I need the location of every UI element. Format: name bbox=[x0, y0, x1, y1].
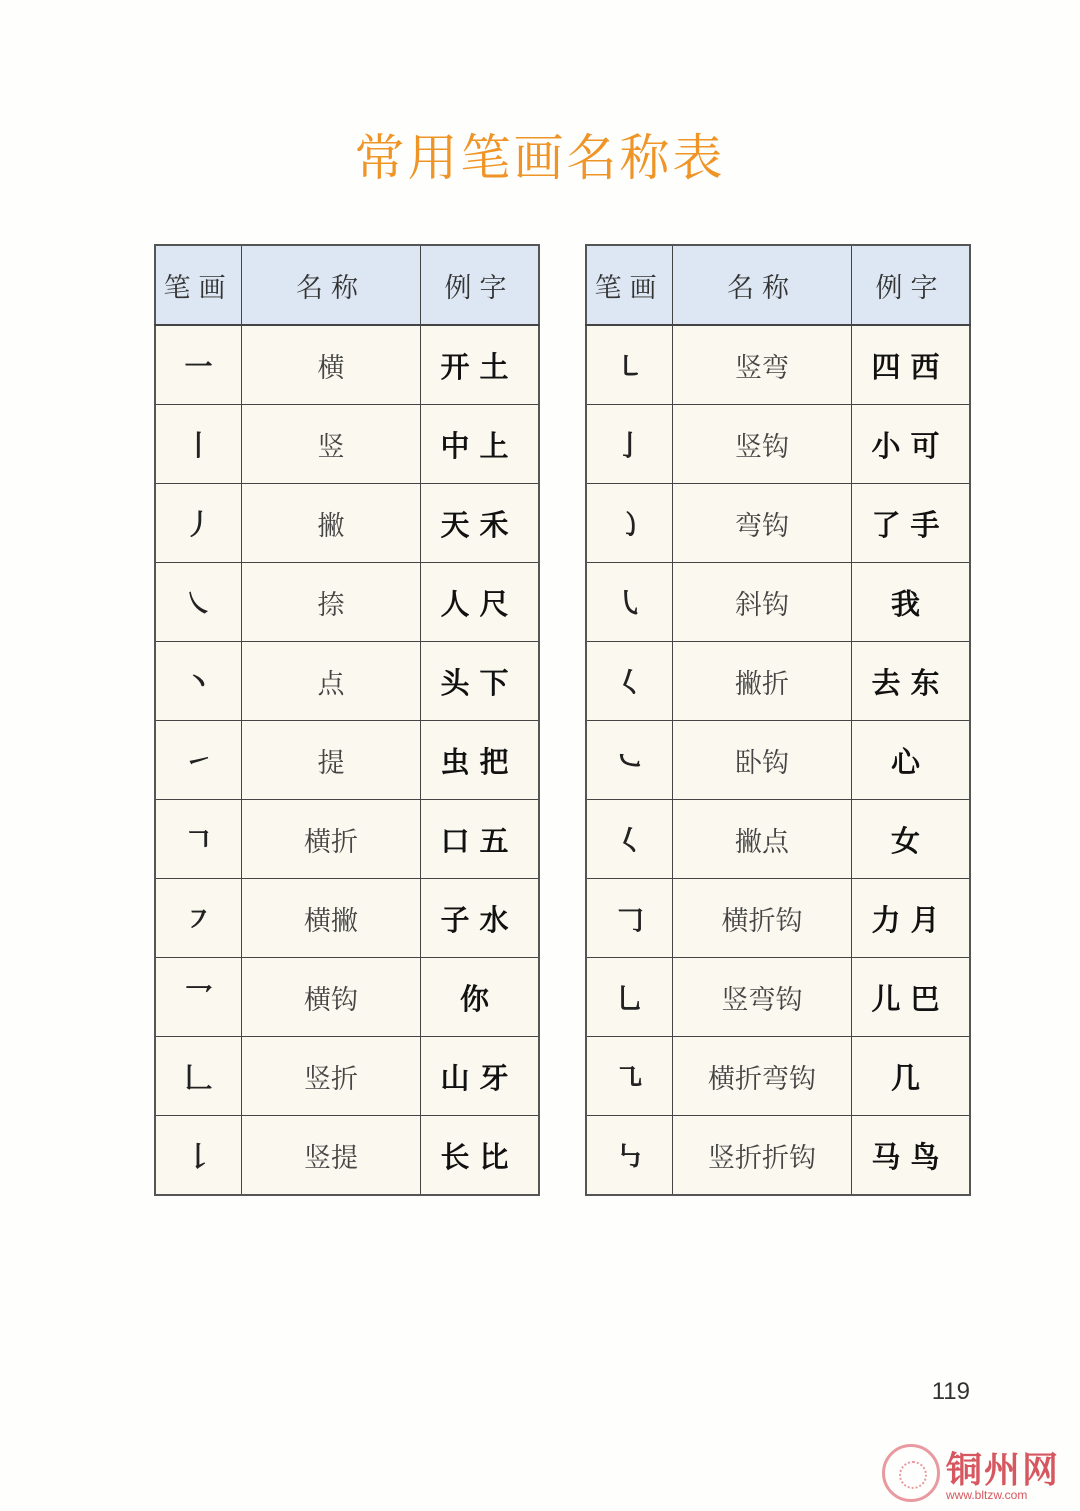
table-header-row bbox=[586, 245, 970, 325]
table-row bbox=[586, 879, 970, 958]
example-characters: 四西 bbox=[852, 325, 971, 405]
stroke-name: 横钩 bbox=[242, 958, 421, 1037]
table-row bbox=[586, 484, 970, 563]
example-characters: 女 bbox=[852, 800, 971, 879]
example-characters: 小可 bbox=[852, 405, 971, 484]
stroke-glyph: 丨 bbox=[155, 405, 242, 484]
example-characters: 天禾 bbox=[421, 484, 540, 563]
stroke-glyph: 𠃊 bbox=[155, 1037, 242, 1116]
table-row bbox=[586, 958, 970, 1037]
header-example: 例字 bbox=[421, 245, 540, 325]
stroke-glyph: ㇀ bbox=[155, 721, 242, 800]
page-title: 常用笔画名称表 bbox=[354, 129, 726, 187]
example-characters: 山牙 bbox=[421, 1037, 540, 1116]
example-characters: 口五 bbox=[421, 800, 540, 879]
stroke-name: 横 bbox=[242, 325, 421, 405]
table-row bbox=[155, 642, 539, 721]
header-example: 例字 bbox=[852, 245, 971, 325]
stroke-name: 横撇 bbox=[242, 879, 421, 958]
table-row bbox=[155, 325, 539, 405]
stroke-name: 竖弯钩 bbox=[673, 958, 852, 1037]
header-stroke: 笔画 bbox=[155, 245, 242, 325]
table-row bbox=[586, 1116, 970, 1196]
stroke-name: 横折 bbox=[242, 800, 421, 879]
stroke-name: 斜钩 bbox=[673, 563, 852, 642]
example-characters: 马鸟 bbox=[852, 1116, 971, 1196]
table-row bbox=[155, 800, 539, 879]
table-row bbox=[155, 1116, 539, 1196]
stroke-glyph: 𠄌 bbox=[155, 1116, 242, 1196]
seal-icon bbox=[882, 1444, 940, 1502]
table-row bbox=[155, 879, 539, 958]
header-stroke: 笔画 bbox=[586, 245, 673, 325]
stroke-name: 点 bbox=[242, 642, 421, 721]
example-characters: 开土 bbox=[421, 325, 540, 405]
table-row bbox=[155, 958, 539, 1037]
table-row bbox=[155, 405, 539, 484]
table-row bbox=[586, 800, 970, 879]
stroke-glyph: ㇂ bbox=[586, 563, 673, 642]
stroke-table-left bbox=[154, 244, 540, 1196]
stroke-glyph: 丶 bbox=[155, 642, 242, 721]
table-row bbox=[586, 1037, 970, 1116]
header-name: 名称 bbox=[673, 245, 852, 325]
example-characters: 你 bbox=[421, 958, 540, 1037]
watermark-name: 铜州网 bbox=[946, 1449, 1061, 1491]
example-characters: 儿巴 bbox=[852, 958, 971, 1037]
example-characters: 了手 bbox=[852, 484, 971, 563]
stroke-glyph: 𡿨 bbox=[586, 642, 673, 721]
stroke-name: 撇点 bbox=[673, 800, 852, 879]
table-row bbox=[155, 563, 539, 642]
stroke-name: 竖弯 bbox=[673, 325, 852, 405]
table-row bbox=[586, 563, 970, 642]
table-row bbox=[155, 484, 539, 563]
example-characters: 去东 bbox=[852, 642, 971, 721]
stroke-name: 竖钩 bbox=[673, 405, 852, 484]
stroke-table-right bbox=[585, 244, 971, 1196]
example-characters: 人尺 bbox=[421, 563, 540, 642]
example-characters: 我 bbox=[852, 563, 971, 642]
stroke-glyph: 𠃌 bbox=[586, 879, 673, 958]
stroke-name: 弯钩 bbox=[673, 484, 852, 563]
table-row bbox=[586, 642, 970, 721]
stroke-name: 卧钩 bbox=[673, 721, 852, 800]
example-characters: 头下 bbox=[421, 642, 540, 721]
stroke-glyph: ㇇ bbox=[155, 879, 242, 958]
stroke-glyph: ㇈ bbox=[586, 1037, 673, 1116]
stroke-glyph: 一 bbox=[155, 325, 242, 405]
stroke-name: 提 bbox=[242, 721, 421, 800]
stroke-name: 竖折 bbox=[242, 1037, 421, 1116]
stroke-name: 横折弯钩 bbox=[673, 1037, 852, 1116]
stroke-name: 竖提 bbox=[242, 1116, 421, 1196]
table-row bbox=[155, 721, 539, 800]
example-characters: 心 bbox=[852, 721, 971, 800]
stroke-glyph: 亅 bbox=[586, 405, 673, 484]
watermark-logo bbox=[880, 1440, 1075, 1508]
stroke-glyph: 丿 bbox=[155, 484, 242, 563]
stroke-name: 竖折折钩 bbox=[673, 1116, 852, 1196]
stroke-glyph: 乛 bbox=[155, 958, 242, 1037]
stroke-glyph: 𡿨 bbox=[586, 800, 673, 879]
header-name: 名称 bbox=[242, 245, 421, 325]
example-characters: 子水 bbox=[421, 879, 540, 958]
example-characters: 中上 bbox=[421, 405, 540, 484]
stroke-glyph: 乚 bbox=[586, 958, 673, 1037]
example-characters: 力月 bbox=[852, 879, 971, 958]
example-characters: 几 bbox=[852, 1037, 971, 1116]
stroke-glyph: 𠃍 bbox=[155, 800, 242, 879]
stroke-glyph: ㇄ bbox=[586, 325, 673, 405]
stroke-glyph: ㇏ bbox=[155, 563, 242, 642]
watermark-url: www.bltzw.com bbox=[946, 1488, 1028, 1502]
table-row bbox=[586, 325, 970, 405]
table-header-row bbox=[155, 245, 539, 325]
stroke-name: 竖 bbox=[242, 405, 421, 484]
table-row bbox=[155, 1037, 539, 1116]
stroke-name: 横折钩 bbox=[673, 879, 852, 958]
stroke-glyph: ㇉ bbox=[586, 1116, 673, 1196]
page-number: 119 bbox=[931, 1378, 970, 1405]
example-characters: 长比 bbox=[421, 1116, 540, 1196]
table-row bbox=[586, 721, 970, 800]
stroke-glyph: ㇃ bbox=[586, 721, 673, 800]
stroke-name: 捺 bbox=[242, 563, 421, 642]
stroke-name: 撇 bbox=[242, 484, 421, 563]
stroke-glyph: ㇁ bbox=[586, 484, 673, 563]
example-characters: 虫把 bbox=[421, 721, 540, 800]
stroke-name: 撇折 bbox=[673, 642, 852, 721]
table-row bbox=[586, 405, 970, 484]
